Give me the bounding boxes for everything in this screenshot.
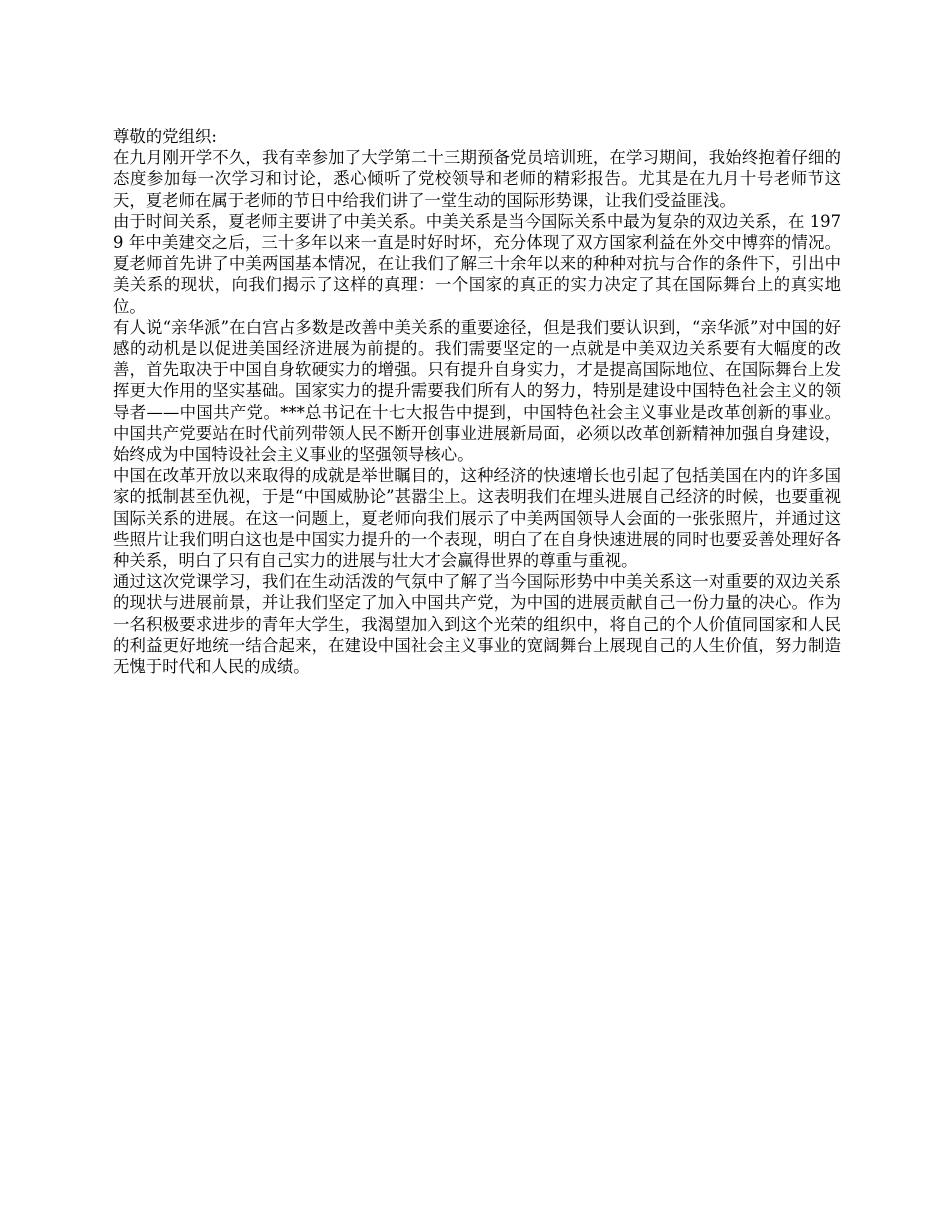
salutation: 尊敬的党组织: [113,127,217,146]
document-body [113,126,841,677]
paragraph-2: 由于时间关系，夏老师主要讲了中美关系。中美关系是当今国际关系中最为复杂的双边关系，在 1979 年中美建交之后，三十多年以来一直是时好时坏，充分体现了双方国家利益在外交中博弈的情况。夏老师首先讲了中美两国基本情况，在让我们了解三十余年以来的种种对抗与合作的条件下，引出中美关系的现状，向我们揭示了这样的真理：一个国家的真正的实力决定了其在国际舞台上的真实地位。 [113,211,841,316]
paragraph-5: 通过这次党课学习，我们在生动活泼的气氛中了解了当今国际形势中中美关系这一对重要的双边关系的现状与进展前景，并让我们坚定了加入中国共产党，为中国的进展贡献自己一份力量的决心。作为一名积极要求进步的青年大学生，我渴望加入到这个光荣的组织中，将自己的个人价值同国家和人民的利益更好地统一结合起来，在建设中国社会主义事业的宽阔舞台上展现自己的人生价值，努力制造无愧于时代和人民的成绩。 [113,572,841,677]
paragraph-3: 有人说“亲华派”在白宫占多数是改善中美关系的重要途径，但是我们要认识到，“亲华派”对中国的好感的动机是以促进美国经济进展为前提的。我们需要坚定的一点就是中美双边关系要有大幅度的改善，首先取决于中国自身软硬实力的增强。只有提升自身实力，才是提高国际地位、在国际舞台上发挥更大作用的坚实基础。国家实力的提升需要我们所有人的努力，特别是建设中国特色社会主义的领导者——中国共产党。***总书记在十七大报告中提到，中国特色社会主义事业是改革创新的事业。中国共产党要站在时代前列带领人民不断开创事业进展新局面，必须以改革创新精神加强自身建设，始终成为中国特设社会主义事业的坚强领导核心。 [113,317,841,465]
paragraph-4: 中国在改革开放以来取得的成就是举世瞩目的，这种经济的快速增长也引起了包括美国在内的许多国家的抵制甚至仇视，于是“中国威胁论”甚嚣尘上。这表明我们在埋头进展自己经济的时候，也要重视国际关系的进展。在这一问题上，夏老师向我们展示了中美两国领导人会面的一张张照片，并通过这些照片让我们明白这也是中国实力提升的一个表现，明白了在自身快速进展的同时也要妥善处理好各种关系，明白了只有自己实力的进展与壮大才会赢得世界的尊重与重视。 [113,466,841,571]
paragraph-1: 在九月刚开学不久，我有幸参加了大学第二十三期预备党员培训班，在学习期间，我始终抱着仔细的态度参加每一次学习和讨论，悉心倾听了党校领导和老师的精彩报告。尤其是在九月十号老师节这天，夏老师在属于老师的节日中给我们讲了一堂生动的国际形势课，让我们受益匪浅。 [113,148,841,210]
